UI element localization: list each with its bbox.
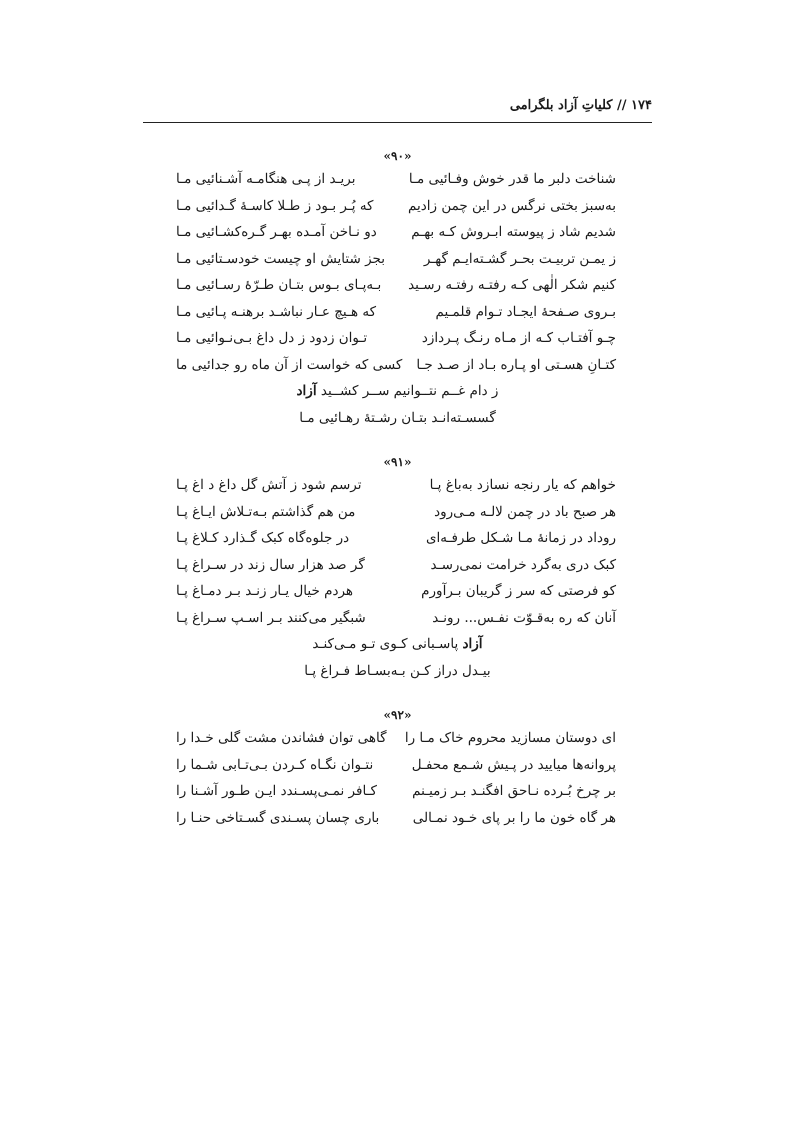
second-hemistich: بریـد از پـی هنگامـه آشـنائیی مـا	[176, 171, 356, 187]
first-hemistich: هر گاه خون ما را بر پای خـود نمـالی	[412, 809, 616, 826]
couplet	[143, 552, 652, 579]
first-hemistich: کبک دری به‌گرد خرامت نمی‌رسـد	[430, 556, 616, 573]
ghazal-number: «۹۱»	[383, 455, 412, 469]
second-hemistich: که هـیچ عـار نباشـد برهنـه پـائیی مـا	[176, 303, 377, 320]
couplet	[143, 246, 652, 273]
first-hemistich: بر چرخ بُـرده نـاحق افگنـد بـر زمیـنم	[412, 783, 616, 799]
second-hemistich: من هم گذاشتم بـه‌تـلاش ایـاغ پـا	[176, 503, 356, 520]
first-hemistich: به‌سبز بختی نرگس در این چمن زادیم	[408, 197, 616, 214]
ghazal-91	[143, 452, 652, 684]
couplet	[143, 578, 652, 605]
couplet	[143, 752, 652, 779]
second-hemistich: نتـوان نگـاه کـردن بـی‌تـابی شـما را	[176, 756, 374, 773]
couplet	[143, 525, 652, 552]
first-hemistich: کنیم شکر الٰهی کـه رفتـه رفتـه رسـید	[408, 277, 616, 293]
couplet	[143, 219, 652, 246]
first-hemistich: ز یمـن تربیـت بحـر گشـته‌ایـم گهـر	[423, 250, 616, 267]
closing-line-2: گسسـته‌انـد بتـان رشـتهٔ رهـائیی مـا	[299, 409, 496, 426]
first-hemistich: بـروی صـفحهٔ ایجـاد تـوام قلمـیم	[435, 303, 616, 320]
first-hemistich: هر صبح باد در چمن لالـه مـی‌رود	[434, 503, 616, 520]
second-hemistich: گر صد هزار سال زند در سـراغ پـا	[176, 556, 365, 573]
first-hemistich: ای دوستان مسازید محروم خاک مـا را	[404, 730, 616, 746]
second-hemistich: گاهی توان فشاندن مشت گلی خـدا را	[176, 730, 387, 746]
second-hemistich: شبگیر می‌کنند بـر اسـپ سـراغ پـا	[176, 609, 366, 626]
poet-name: آزاد	[462, 636, 483, 652]
first-hemistich: خواهم که یار رنجه نسازد به‌باغ پـا	[429, 477, 616, 493]
first-hemistich: پروانه‌ها میایید در پـیش شـمع محفـل	[411, 756, 616, 773]
couplet	[143, 193, 652, 220]
first-hemistich: کتـانِ هسـتی او پـاره بـاد از صـد جـا	[416, 356, 616, 373]
first-hemistich: کو فرصتی که سر ز گریبان بـرآورم	[421, 583, 616, 599]
couplet	[143, 325, 652, 352]
second-hemistich: هردم خیال یـار زنـد بـر دمـاغ پـا	[176, 583, 354, 599]
ghazal-92	[143, 705, 652, 831]
couplet	[143, 272, 652, 299]
couplet	[143, 499, 652, 526]
ghazal-number: «۹۲»	[383, 708, 412, 722]
second-hemistich: کـافر نمـی‌پسـندد ایـن طـور آشـنا را	[176, 783, 377, 799]
couplet	[143, 805, 652, 832]
couplet	[143, 605, 652, 632]
second-hemistich: بـه‌پـای بـوس بتـان طـرّهٔ رسـائیی مـا	[176, 277, 382, 293]
first-hemistich: آنان که ره به‌قـوّت نفـس... رونـد	[432, 609, 616, 626]
ghazal-number: «۹۰»	[383, 149, 412, 163]
running-header: ۱۷۴ // کلیاتِ آزاد بلگرامی	[509, 98, 652, 113]
first-hemistich: شدیم شاد ز پیوسته ابـروش کـه بهـم	[411, 224, 616, 240]
second-hemistich: که پُـر بـود ز طـلا کاسـهٔ گـدائیی مـا	[176, 197, 374, 214]
ghazal-90	[143, 146, 652, 431]
second-hemistich: کسی که خواست از آن ماه رو جدائیی ما	[176, 356, 403, 373]
couplet	[143, 778, 652, 805]
second-hemistich: دو نـاخن آمـده بهـر گـره‌کشـائیی مـا	[176, 224, 377, 240]
first-hemistich: روداد در زمانهٔ مـا شـکل طرفـه‌ای	[425, 530, 616, 546]
second-hemistich: در جلوه‌گاه کبک گـذارد کـلاغ پـا	[176, 530, 350, 546]
first-hemistich: شناخت دلبر ما قدر خوش وفـائیی مـا	[408, 171, 616, 187]
page-header	[143, 96, 652, 123]
second-hemistich: تـوان زدود ز دل داغ بـی‌نـوائیی مـا	[176, 330, 368, 346]
second-hemistich: ترسم شود ز آتش گل داغ د اغ پـا	[176, 477, 362, 493]
closing-line-2: بیـدل دراز کـن بـه‌بسـاط فـراغ پـا	[304, 662, 491, 679]
second-hemistich: باری چسان پسـندی گسـتاخی حنـا را	[176, 809, 380, 826]
second-hemistich: بجز شتایش او چیست خودسـتائیی مـا	[176, 250, 385, 267]
closing-line-1: ز دام غــم نتــوانیم ســر کشــید آزاد	[296, 383, 499, 399]
couplet	[143, 352, 652, 379]
couplet	[143, 725, 652, 752]
couplet	[143, 472, 652, 499]
closing-line-1: آزاد پاسـبانی کـوی تـو مـی‌کنـد	[312, 636, 483, 652]
couplet	[143, 166, 652, 193]
poet-name: آزاد	[296, 383, 317, 399]
first-hemistich: چـو آفتـاب کـه از مـاه رنـگ پـردازد	[421, 330, 616, 346]
couplet	[143, 299, 652, 326]
